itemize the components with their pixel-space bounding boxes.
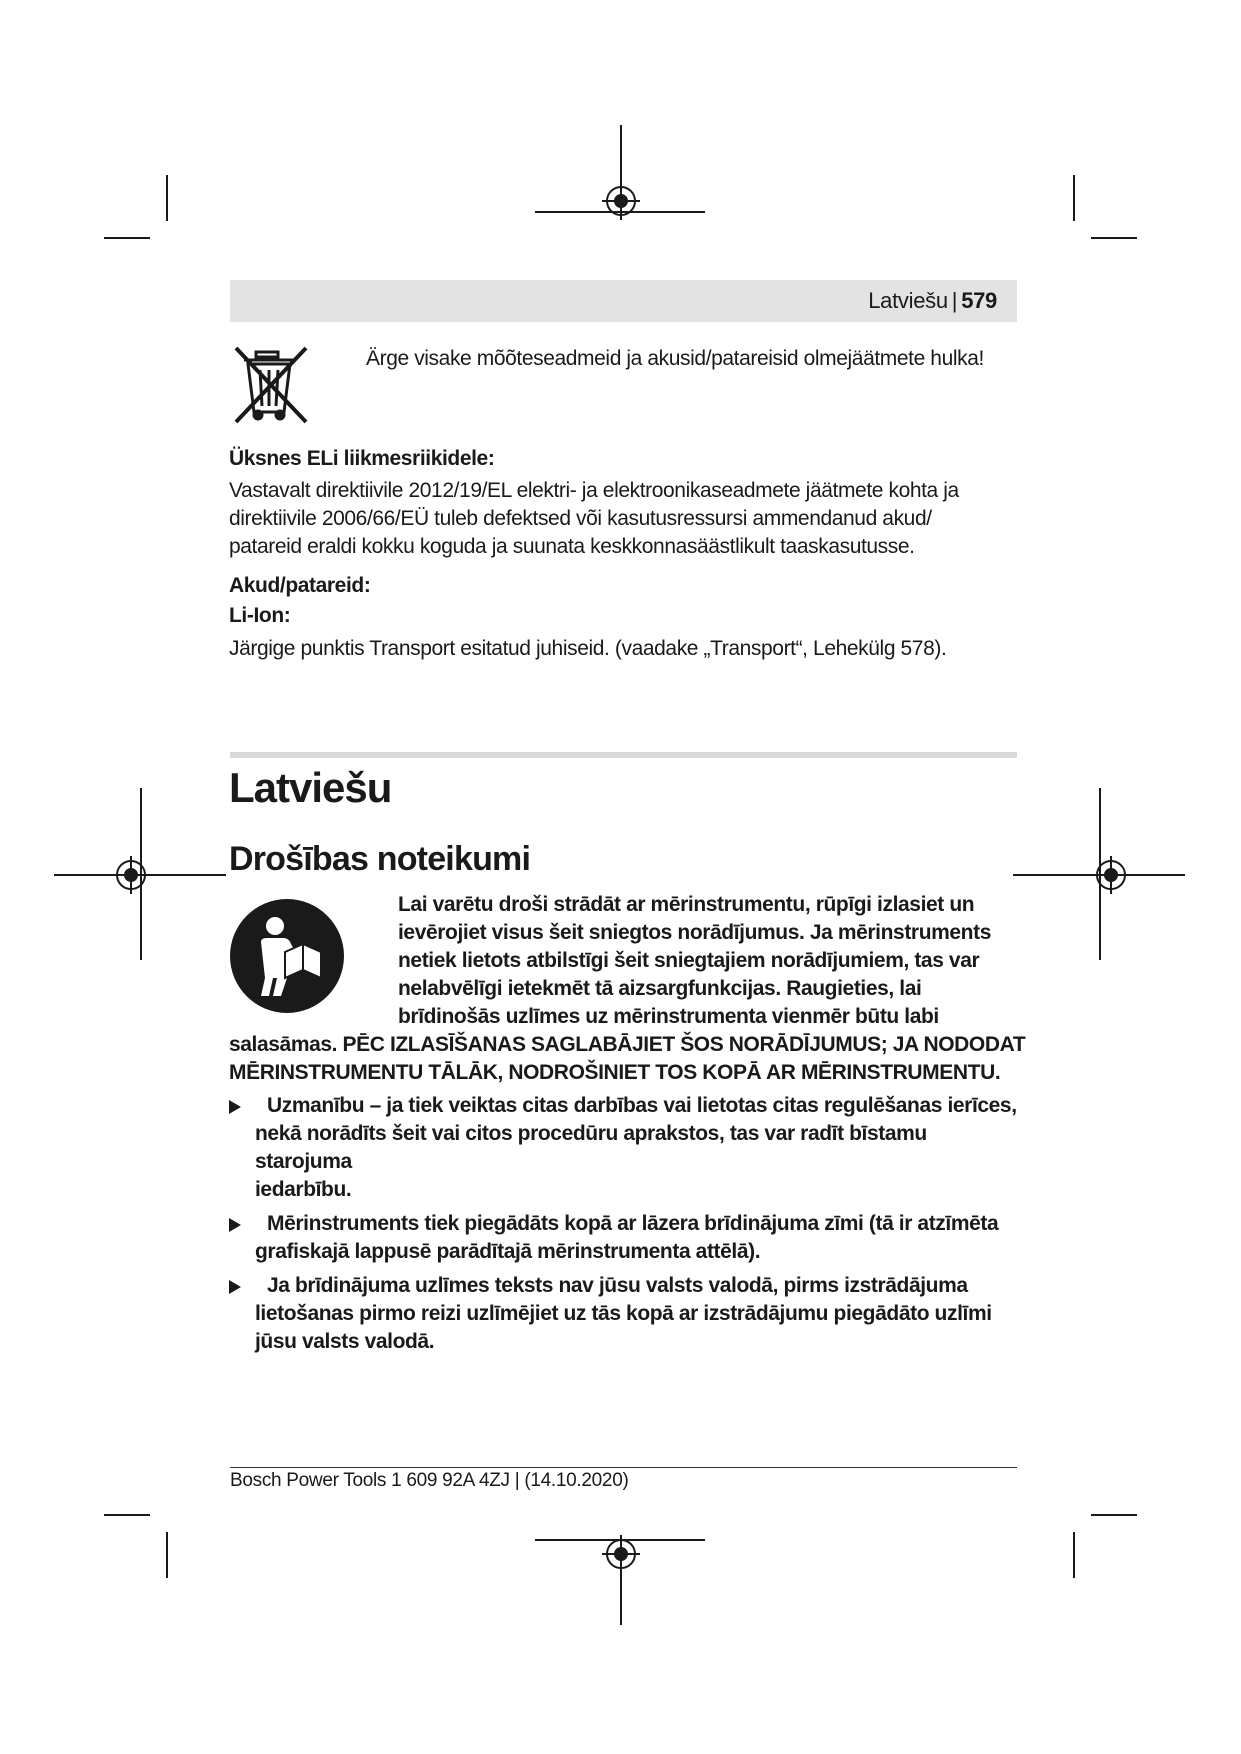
registration-target-icon [1092,856,1130,894]
eu-paragraph [229,477,959,561]
registration-target-icon [112,856,150,894]
safety-line: Lai varētu droši strādāt ar mērinstrumentu, rūpīgi izlasiet un [398,893,975,916]
safety-line: brīdinošās uzlīmes uz mērinstrumenta vienmēr būtu labi [398,1005,939,1028]
registration-target-icon [602,1535,640,1573]
bullet-line: lietošanas pirmo reizi uzlīmējiet uz tās kopā ar izstrādājumu piegādāto uzlīmi [255,1302,992,1325]
footer-text: Bosch Power Tools 1 609 92A 4ZJ | (14.10.2020) [230,1470,629,1491]
crossed-out-wheelie-bin-icon [232,344,310,426]
eu-line: patareid eraldi kokku koguda ja suunata keskkonnasäästlikult taaskasutusse. [229,535,915,558]
safety-line: ievērojiet visus šeit sniegtos norādījumus. Ja mērinstruments [398,921,991,944]
eu-line: Vastavalt direktiivile 2012/19/EL elektri- ja elektroonikaseadmete jäätmete kohta ja [229,479,959,502]
eu-line: direktiivile 2006/66/EÜ tuleb defektsed või kasutusressursi ammendanud akud/ [229,507,932,530]
safety-intro-wrapped [398,891,991,1031]
page-number: 579 [961,288,997,313]
bullet-triangle-icon [229,1280,241,1294]
header-section: Latviešu [868,288,948,313]
eu-heading: Üksnes ELi liikmesriikidele: [229,447,495,470]
batteries-text: Järgige punktis Transport esitatud juhiseid. (vaadake „Transport“, Lehekülg 578). [229,637,947,660]
safety-line: MĒRINSTRUMENTU TĀLĀK, NODROŠINIET TOS KOPĀ AR MĒRINSTRUMENTU. [229,1061,1001,1084]
disposal-warning: Ärge visake mõõteseadmeid ja akusid/patareisid olmejäätmete hulka! [366,347,984,370]
read-manual-icon [229,898,345,1014]
header-label [868,288,997,314]
safety-line: nelabvēlīgi ietekmēt tā aizsargfunkcijas. Raugieties, lai [398,977,922,1000]
bullet-line: nekā norādīts šeit vai citos procedūru aprakstos, tas var radīt bīstamu starojuma [255,1122,927,1173]
bullet-line: iedarbību. [255,1178,352,1201]
bullet-line: Mērinstruments tiek piegādāts kopā ar lāzera brīdinājuma zīmi (tā ir atzīmēta [267,1212,999,1235]
footer-divider [230,1467,1017,1468]
section-title: Latviešu [229,764,392,811]
section-divider [230,752,1017,758]
header-separator: | [951,288,958,313]
section-subtitle: Drošības noteikumi [229,840,531,878]
bullet-line: Ja brīdinājuma uzlīmes teksts nav jūsu valsts valodā, pirms izstrādājuma [267,1274,968,1297]
safety-line: salasāmas. PĒC IZLASĪŠANAS SAGLABĀJIET ŠOS NORĀDĪJUMUS; JA NODODAT [229,1033,1026,1056]
list-item [229,1210,1019,1266]
safety-intro-full [229,1031,1025,1087]
page-header [230,280,1017,322]
batteries-heading: Akud/patareid: [229,574,371,597]
registration-target-icon [602,182,640,220]
bullet-line: grafiskajā lappusē parādītajā mērinstrumenta attēlā). [255,1240,761,1263]
list-item [229,1092,1019,1204]
safety-bullet-list [229,1092,1019,1362]
list-item [229,1272,1019,1356]
bullet-line: Uzmanību – ja tiek veiktas citas darbības vai lietotas citas regulēšanas ierīces, [267,1094,1017,1117]
bullet-triangle-icon [229,1218,241,1232]
safety-line: netiek lietots atbilstīgi šeit sniegtajiem norādījumiem, tas var [398,949,980,972]
bullet-line: jūsu valsts valodā. [255,1330,435,1353]
li-ion-heading: Li-Ion: [229,604,291,627]
bullet-triangle-icon [229,1100,241,1114]
